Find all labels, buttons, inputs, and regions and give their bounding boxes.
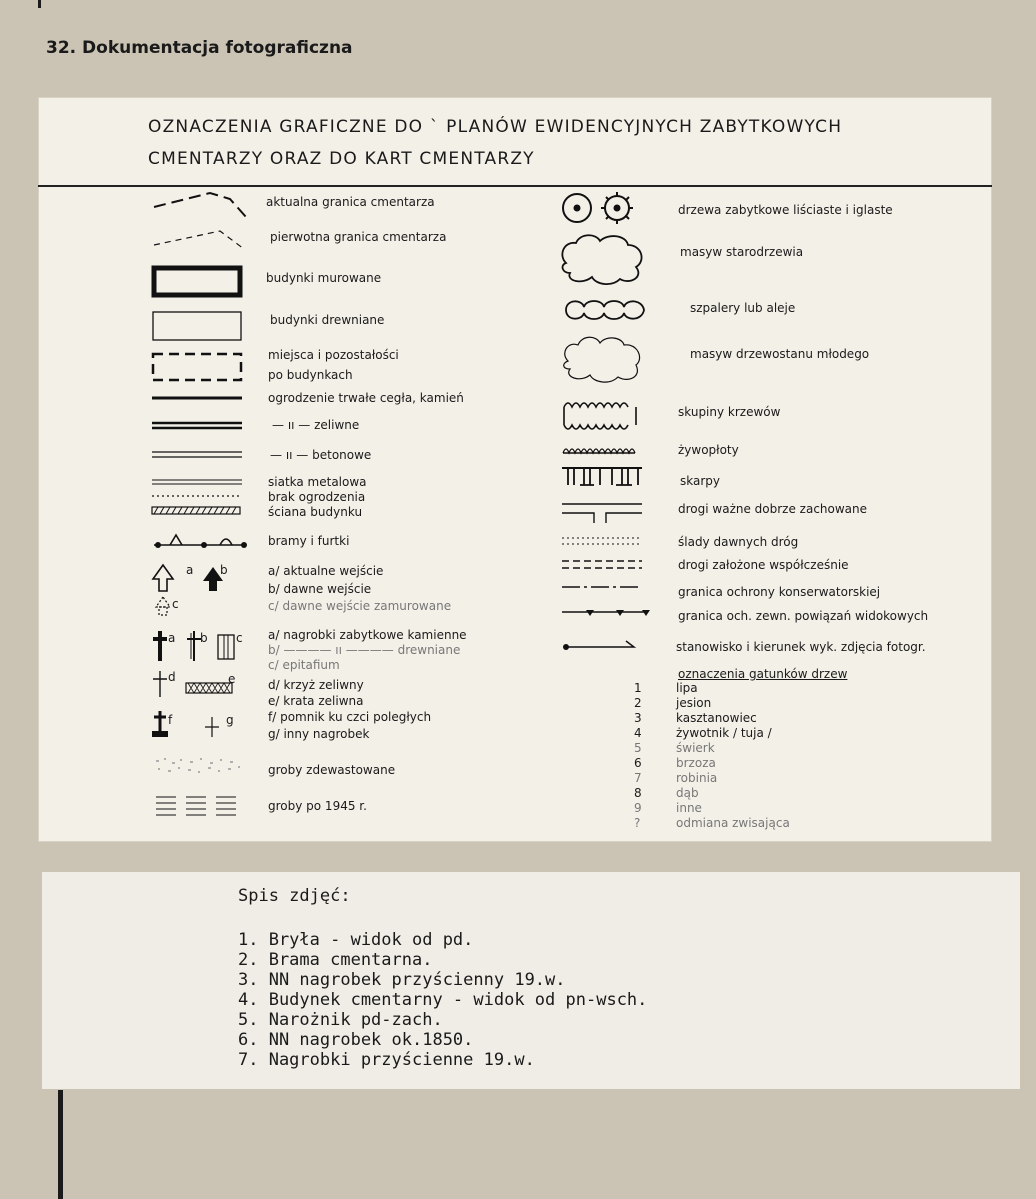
species-heading: oznaczenia gatunków drzew: [678, 667, 848, 681]
building-remains-symbol: [150, 350, 246, 386]
view-boundary-symbol: [560, 605, 652, 619]
label-main-roads: drogi ważne dobrze zachowane: [678, 502, 868, 516]
original-boundary-symbol: [150, 227, 250, 253]
legend-title-line: CMENTARZY ORAZ DO KART CMENTARZY: [148, 149, 535, 169]
tree-rows-symbol: [560, 295, 652, 325]
species-name: robinia: [676, 771, 718, 785]
escarpments-symbol: [560, 465, 644, 487]
shrubs-symbol: [560, 395, 644, 437]
species-name: brzoza: [676, 756, 716, 770]
permanent-fence-symbol: [150, 393, 246, 403]
symbol-letter: a: [168, 631, 176, 645]
gates-symbol: [150, 529, 250, 553]
species-number: 5: [634, 741, 642, 755]
post-1945-graves-symbol: [150, 793, 246, 819]
photo-list-item: 1. Bryła - widok od pd.: [238, 930, 474, 950]
trees-symbol: [560, 189, 640, 227]
species-number: 7: [634, 771, 642, 785]
species-name: jesion: [676, 696, 712, 710]
label-old-tree-mass: masyw starodrzewia: [680, 245, 804, 259]
legend-divider: [38, 185, 992, 187]
concrete-fence-symbol: [150, 448, 246, 462]
species-name: inne: [676, 801, 702, 815]
modern-roads-symbol: [560, 557, 646, 571]
masonry-building-symbol: [150, 265, 246, 299]
symbol-letter: b: [200, 631, 208, 645]
species-name: dąb: [676, 786, 699, 800]
label-building-wall: ściana budynku: [268, 505, 363, 519]
label-metal-mesh: siatka metalowa: [268, 475, 367, 489]
symbol-letter: f: [168, 713, 173, 727]
old-road-traces-symbol: [560, 535, 646, 547]
label-former-entrance: b/ dawne wejście: [268, 582, 372, 596]
symbol-letter: c: [236, 631, 243, 645]
current-boundary-symbol: [150, 189, 250, 221]
species-number: 9: [634, 801, 642, 815]
label-building-remains-1: miejsca i pozostałości: [268, 348, 399, 362]
devastated-graves-symbol: [150, 753, 246, 777]
species-name: lipa: [676, 681, 698, 695]
species-name: odmiana zwisająca: [676, 816, 790, 830]
label-building-remains-2: po budynkach: [268, 368, 353, 382]
no-fence-symbol: [150, 492, 246, 500]
cast-iron-fence-symbol: [150, 419, 246, 433]
label-concrete-fence: — ıı — betonowe: [270, 448, 372, 462]
grave-symbols: [150, 627, 260, 747]
photo-list-item: 7. Nagrobki przyścienne 19.w.: [238, 1050, 535, 1070]
label-conservation-boundary: granica ochrony konserwatorskiej: [678, 585, 881, 599]
symbol-letter: g: [226, 713, 234, 727]
label-shrubs: skupiny krzewów: [678, 405, 781, 419]
label-current-boundary: aktualna granica cmentarza: [266, 195, 435, 209]
label-old-road-traces: ślady dawnych dróg: [678, 535, 799, 549]
symbol-letter: b: [220, 563, 228, 577]
species-number: 1: [634, 681, 642, 695]
label-other-grave: g/ inny nagrobek: [268, 727, 370, 741]
label-permanent-fence: ogrodzenie trwałe cegła, kamień: [268, 391, 464, 405]
photo-list-item: 2. Brama cmentarna.: [238, 950, 433, 970]
species-name: kasztanowiec: [676, 711, 757, 725]
label-cast-iron-grate: e/ krata zeliwna: [268, 694, 364, 708]
label-epitaph: c/ epitafium: [268, 658, 340, 672]
label-cast-iron-fence: — ıı — zeliwne: [272, 418, 360, 432]
legend-card: [38, 97, 992, 842]
label-current-entrance: a/ aktualne wejście: [268, 564, 384, 578]
symbol-letter: a: [186, 563, 194, 577]
photo-list-item: 6. NN nagrobek ok.1850.: [238, 1030, 474, 1050]
label-photo-position: stanowisko i kierunek wyk. zdjęcia fotogr.: [676, 640, 926, 654]
symbol-letter: d: [168, 670, 176, 684]
label-wooden-graves: b/ ———— ıı ———— drewniane: [268, 643, 461, 657]
label-devastated-graves: groby zdewastowane: [268, 763, 396, 777]
photo-list-item: 3. NN nagrobek przyścienny 19.w.: [238, 970, 566, 990]
hedges-symbol: [560, 443, 640, 457]
label-modern-roads: drogi założone współcześnie: [678, 558, 849, 572]
legend-title-line: OZNACZENIA GRAFICZNE DO ` PLANÓW EWIDENCYJNYCH ZABYTKOWYCH: [148, 117, 843, 137]
building-wall-symbol: [150, 505, 246, 517]
label-no-fence: brak ogrodzenia: [268, 490, 366, 504]
label-trees: drzewa zabytkowe liściaste i iglaste: [678, 203, 893, 217]
binder-line: [58, 1090, 63, 1199]
photo-position-symbol: [560, 637, 646, 653]
label-walled-entrance: c/ dawne wejście zamurowane: [268, 599, 452, 613]
species-name: żywotnik / tuja /: [676, 726, 772, 740]
label-hedges: żywopłoty: [678, 443, 739, 457]
species-number: ?: [634, 816, 641, 830]
label-tree-rows: szpalery lub aleje: [690, 301, 796, 315]
label-escarpments: skarpy: [680, 474, 720, 488]
main-roads-symbol: [560, 499, 646, 525]
symbol-letter: e: [228, 672, 236, 686]
label-view-boundary: granica och. zewn. powiązań widokowych: [678, 609, 929, 623]
page-header: 32. Dokumentacja fotograficzna: [46, 38, 353, 58]
label-stone-graves: a/ nagrobki zabytkowe kamienne: [268, 628, 467, 642]
species-number: 6: [634, 756, 642, 770]
species-name: świerk: [676, 741, 715, 755]
label-wooden-buildings: budynki drewniane: [270, 313, 385, 327]
legend-title: [148, 111, 842, 175]
wooden-building-symbol: [150, 309, 246, 343]
conservation-boundary-symbol: [560, 581, 646, 593]
photo-list-item: 4. Budynek cmentarny - widok od pn-wsch.: [238, 990, 648, 1010]
label-original-boundary: pierwotna granica cmentarza: [270, 230, 447, 244]
label-post-1945-graves: groby po 1945 r.: [268, 799, 367, 813]
photo-list-card: [42, 872, 1020, 1089]
old-tree-mass-symbol: [556, 231, 648, 287]
metal-mesh-symbol: [150, 477, 246, 487]
species-number: 3: [634, 711, 642, 725]
photo-list-title: Spis zdjęć:: [238, 886, 351, 906]
label-monument: f/ pomnik ku czci poległych: [268, 710, 432, 724]
species-number: 8: [634, 786, 642, 800]
label-young-tree-mass: masyw drzewostanu młodego: [690, 347, 870, 361]
label-gates: bramy i furtki: [268, 534, 350, 548]
species-number: 4: [634, 726, 642, 740]
symbol-letter: c: [172, 597, 179, 611]
young-tree-mass-symbol: [556, 331, 648, 387]
label-cast-iron-cross: d/ krzyż zeliwny: [268, 678, 364, 692]
species-number: 2: [634, 696, 642, 710]
label-masonry-buildings: budynki murowane: [266, 271, 382, 285]
photo-list: [238, 930, 647, 1070]
photo-list-item: 5. Narożnik pd-zach.: [238, 1010, 443, 1030]
corner-mark: [38, 0, 41, 8]
